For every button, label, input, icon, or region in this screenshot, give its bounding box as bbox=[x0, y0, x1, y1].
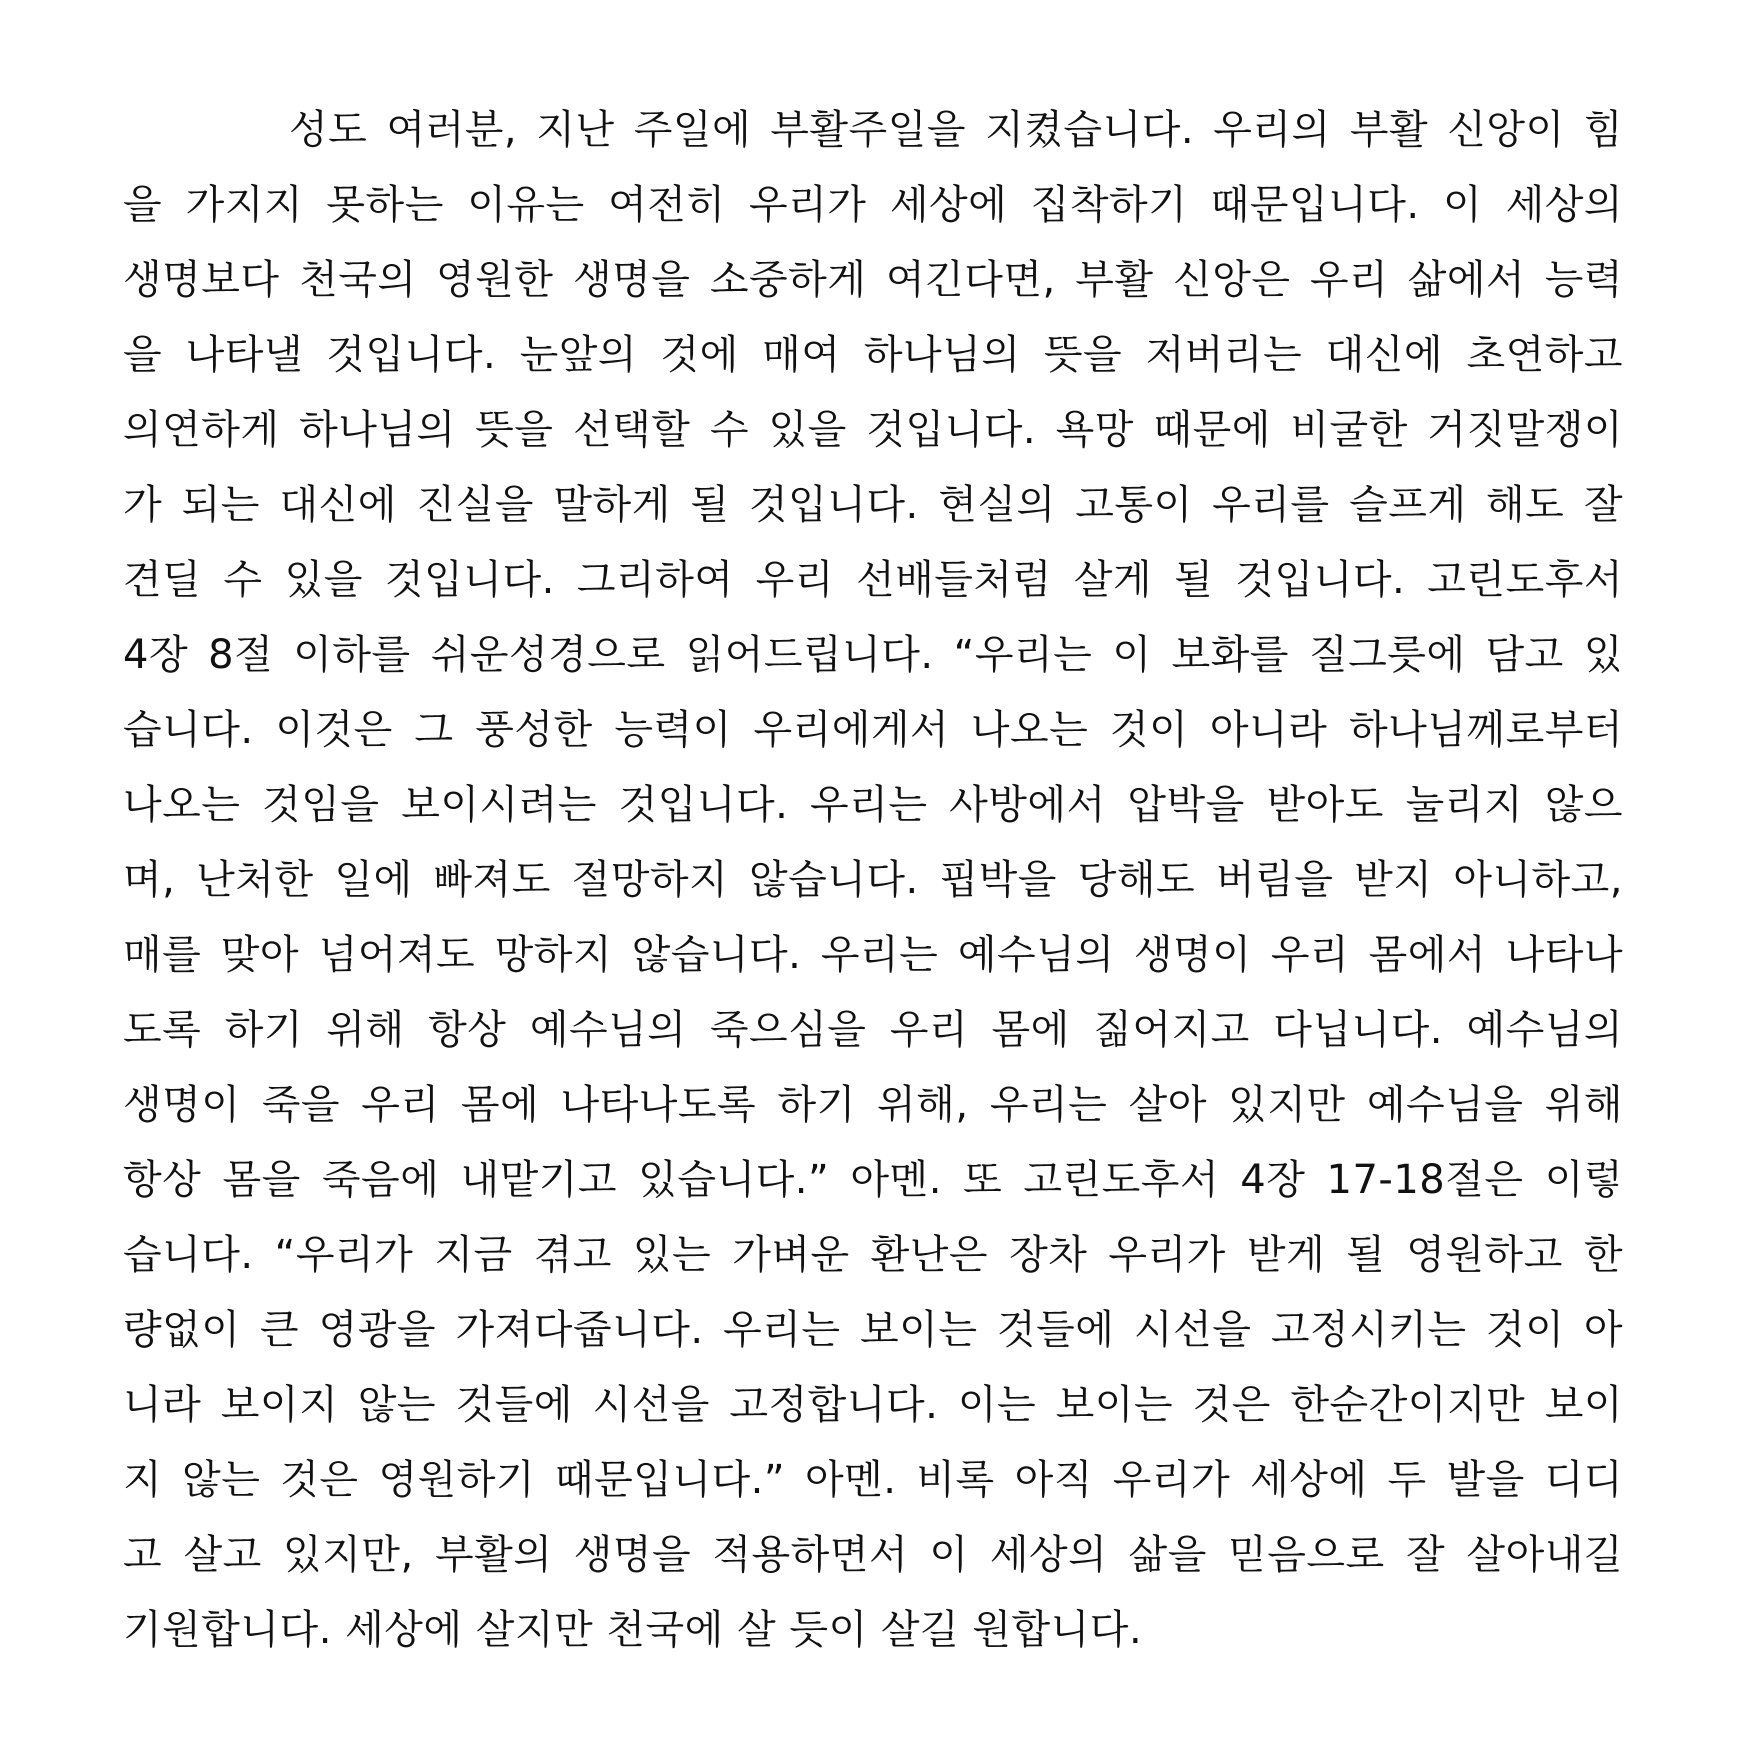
paragraph-line-1: 성도 여러분, 지난 주일에 부활주일을 지켰습니다. 우리의 부활 신앙이 힘 bbox=[289, 107, 1623, 153]
paragraph-line-14: 생명이 죽을 우리 몸에 나타나도록 하기 위해, 우리는 살아 있지만 예수님을 위해 bbox=[123, 1082, 1623, 1128]
paragraph-line-6: 가 되는 대신에 진실을 말하게 될 것입니다. 현실의 고통이 우리를 슬프게 해도 잘 bbox=[123, 482, 1623, 528]
paragraph-line-13: 도록 하기 위해 항상 예수님의 죽으심을 우리 몸에 짊어지고 다닙니다. 예수님의 bbox=[123, 1007, 1623, 1053]
paragraph-line-2: 을 가지지 못하는 이유는 여전히 우리가 세상에 집착하기 때문입니다. 이 세상의 bbox=[123, 182, 1623, 228]
paragraph-line-12: 매를 맞아 넘어져도 망하지 않습니다. 우리는 예수님의 생명이 우리 몸에서 나타나 bbox=[123, 932, 1623, 978]
paragraph-line-21: 기원합니다. 세상에 살지만 천국에 살 듯이 살길 원합니다. bbox=[123, 1607, 1143, 1653]
paragraph-line-7: 견딜 수 있을 것입니다. 그리하여 우리 선배들처럼 살게 될 것입니다. 고린도후서 bbox=[123, 557, 1623, 603]
paragraph-line-17: 량없이 큰 영광을 가져다줍니다. 우리는 보이는 것들에 시선을 고정시키는 것이 아 bbox=[123, 1307, 1623, 1353]
paragraph-line-10: 나오는 것임을 보이시려는 것입니다. 우리는 사방에서 압박을 받아도 눌리지 않으 bbox=[123, 782, 1623, 828]
paragraph-line-9: 습니다. 이것은 그 풍성한 능력이 우리에게서 나오는 것이 아니라 하나님께로부터 bbox=[123, 707, 1623, 753]
paragraph-line-20: 고 살고 있지만, 부활의 생명을 적용하면서 이 세상의 삶을 믿음으로 잘 살아내길 bbox=[123, 1532, 1623, 1578]
sermon-text-body bbox=[123, 100, 1623, 1700]
paragraph-line-8: 4장 8절 이하를 쉬운성경으로 읽어드립니다. “우리는 이 보화를 질그릇에 담고 있 bbox=[123, 632, 1623, 678]
paragraph-line-16: 습니다. “우리가 지금 겪고 있는 가벼운 환난은 장차 우리가 받게 될 영원하고 한 bbox=[123, 1232, 1623, 1278]
paragraph-line-11: 며, 난처한 일에 빠져도 절망하지 않습니다. 핍박을 당해도 버림을 받지 아니하고, bbox=[123, 857, 1623, 903]
paragraph-line-3: 생명보다 천국의 영원한 생명을 소중하게 여긴다면, 부활 신앙은 우리 삶에서 능력 bbox=[123, 257, 1623, 303]
paragraph-line-4: 을 나타낼 것입니다. 눈앞의 것에 매여 하나님의 뜻을 저버리는 대신에 초연하고 bbox=[123, 332, 1623, 378]
paragraph-line-18: 니라 보이지 않는 것들에 시선을 고정합니다. 이는 보이는 것은 한순간이지만 보이 bbox=[123, 1382, 1623, 1428]
paragraph-line-5: 의연하게 하나님의 뜻을 선택할 수 있을 것입니다. 욕망 때문에 비굴한 거짓말쟁이 bbox=[123, 407, 1623, 453]
paragraph-line-19: 지 않는 것은 영원하기 때문입니다.” 아멘. 비록 아직 우리가 세상에 두 발을 디디 bbox=[123, 1457, 1623, 1503]
paragraph-line-15: 항상 몸을 죽음에 내맡기고 있습니다.” 아멘. 또 고린도후서 4장 17-18절은 이렇 bbox=[123, 1157, 1623, 1203]
